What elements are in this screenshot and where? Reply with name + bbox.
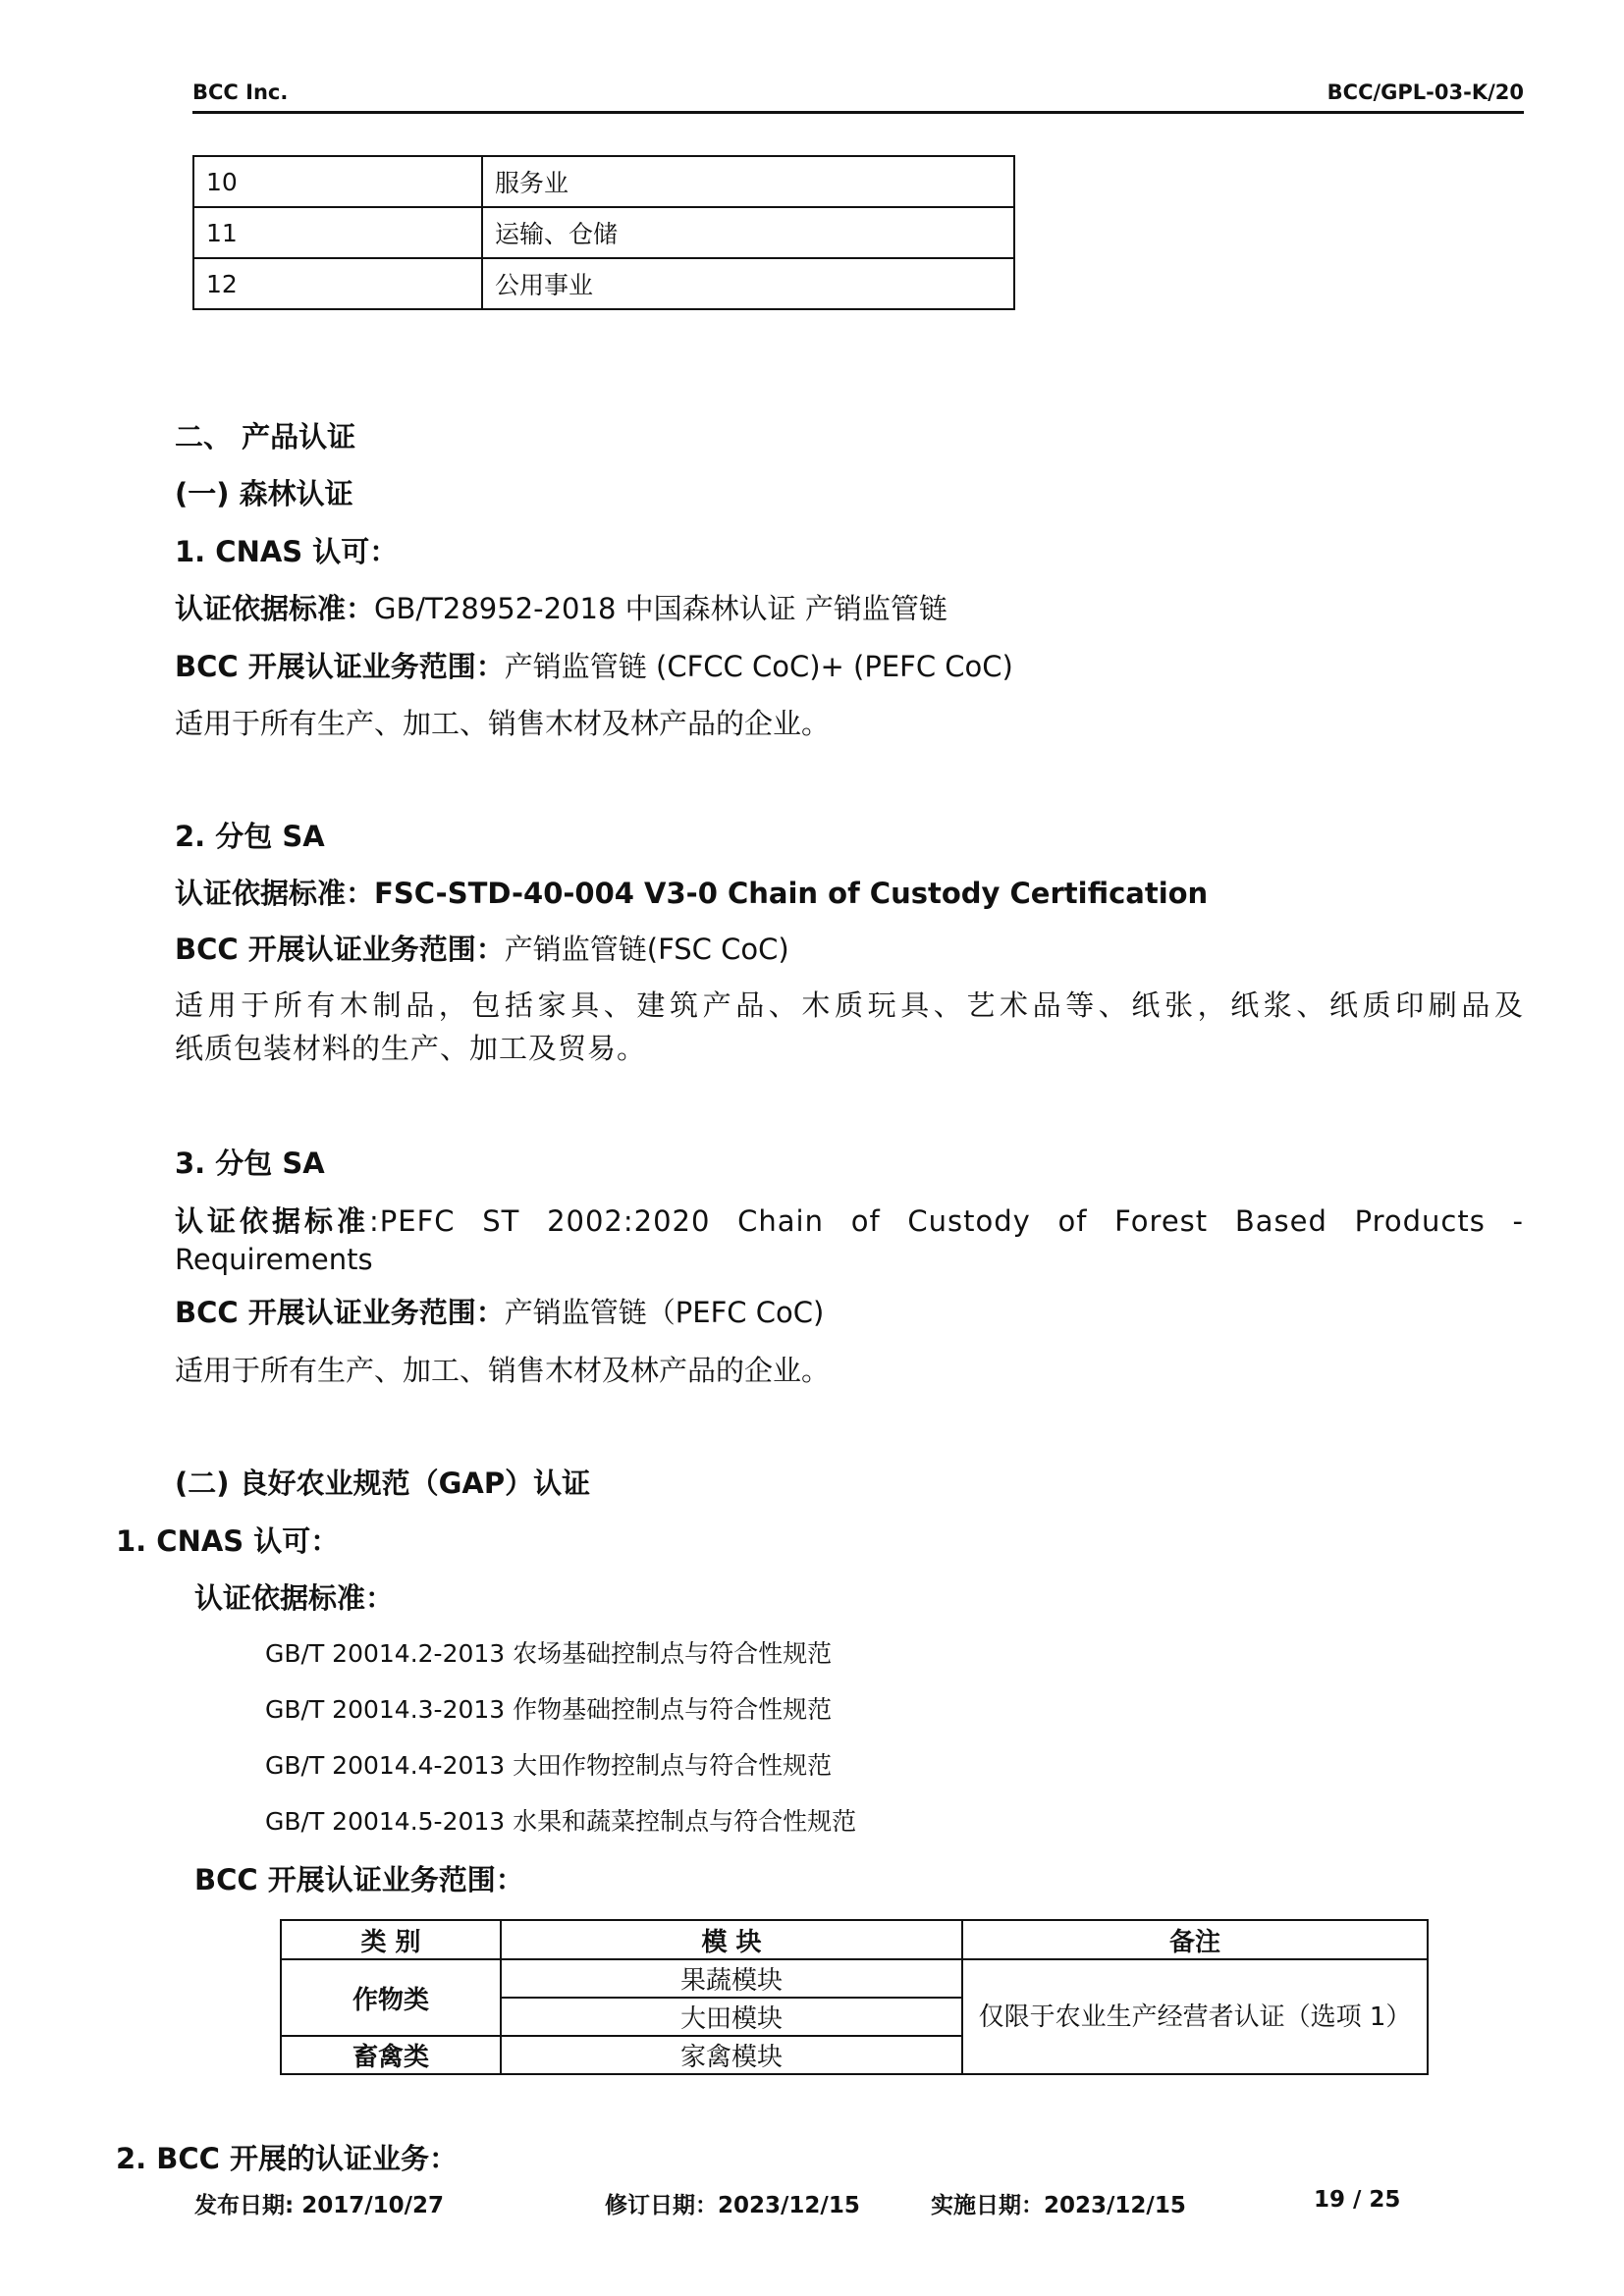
scope-label: BCC 开展认证业务范围： (175, 1296, 505, 1329)
scope-value: 产销监管链 (CFCC CoC)+ (PEFC CoC) (504, 650, 1013, 683)
table-row (193, 156, 1014, 207)
forest-item-2-desc-line2: 纸质包装材料的生产、加工及贸易。 (175, 1032, 647, 1065)
industry-table (192, 155, 1015, 310)
forest-item-1-desc: 适用于所有生产、加工、销售木材及林产品的企业。 (175, 707, 831, 740)
gap-scope-table (280, 1919, 1429, 2075)
industry-name: 运输、仓储 (482, 207, 1014, 258)
forest-title: (一) 森林认证 (175, 477, 353, 510)
col-header-module: 模 块 (501, 1920, 962, 1959)
footer-issue-date: 发布日期: 2017/10/27 (194, 2193, 445, 2218)
col-header-category: 类 别 (281, 1920, 501, 1959)
header-rule (192, 111, 1524, 114)
footer-page-number: 19 / 25 (1314, 2187, 1401, 2213)
basis-value: GB/T28952-2018 中国森林认证 产销监管链 (374, 592, 947, 625)
table-header-row (281, 1920, 1428, 1959)
gap-cnas-heading: 1. CNAS 认可： (116, 1524, 340, 1558)
forest-item-3-scope (175, 1296, 824, 1330)
forest-item-3-basis-cont: Requirements (175, 1243, 373, 1276)
forest-item-2-heading: 2. 分包 SA (175, 820, 325, 853)
industry-code: 12 (193, 258, 482, 309)
forest-item-2-basis (175, 877, 1208, 911)
basis-label: 认证依据标准： (175, 877, 375, 910)
module-cell: 家禽模块 (501, 2036, 962, 2074)
forest-item-3-basis (175, 1200, 1524, 1243)
basis-label: 认证依据标准 (175, 1204, 370, 1238)
table-row (281, 1959, 1428, 1998)
gap-standard: GB/T 20014.2-2013 农场基础控制点与符合性规范 (265, 1639, 833, 1668)
forest-item-2-desc-line1: 适用于所有木制品，包括家具、建筑产品、木质玩具、艺术品等、纸张，纸浆、纸质印刷品及 (175, 988, 1524, 1022)
scope-value: 产销监管链(FSC CoC) (504, 933, 789, 966)
gap-title: (二) 良好农业规范（GAP）认证 (175, 1467, 591, 1500)
category-cell: 畜禽类 (281, 2036, 501, 2074)
industry-name: 服务业 (482, 156, 1014, 207)
gap-standard: GB/T 20014.5-2013 水果和蔬菜控制点与符合性规范 (265, 1807, 857, 1836)
forest-item-3-heading: 3. 分包 SA (175, 1147, 325, 1180)
basis-value: :PEFC ST 2002:2020 Chain of Custody of Forest Based Products - (369, 1204, 1524, 1238)
basis-value: FSC-STD-40-004 V3-0 Chain of Custody Certification (374, 877, 1209, 910)
gap-business-heading: 2. BCC 开展的认证业务： (116, 2142, 459, 2175)
scope-value: 产销监管链（PEFC CoC) (504, 1296, 825, 1329)
col-header-remark: 备注 (962, 1920, 1428, 1959)
gap-standard: GB/T 20014.4-2013 大田作物控制点与符合性规范 (265, 1751, 833, 1780)
forest-item-1-heading: 1. CNAS 认可： (175, 535, 399, 568)
industry-code: 11 (193, 207, 482, 258)
section-title: 二、 产品认证 (175, 420, 356, 454)
table-row (193, 258, 1014, 309)
gap-standard: GB/T 20014.3-2013 作物基础控制点与符合性规范 (265, 1695, 833, 1724)
footer-implement-date: 实施日期：2023/12/15 (931, 2193, 1186, 2218)
forest-item-1-basis (175, 592, 947, 626)
header-doc-code: BCC/GPL-03-K/20 (1326, 80, 1524, 104)
scope-label: BCC 开展认证业务范围： (175, 650, 505, 683)
basis-label: 认证依据标准： (175, 592, 375, 625)
forest-item-3-desc: 适用于所有生产、加工、销售木材及林产品的企业。 (175, 1354, 831, 1387)
remark-cell: 仅限于农业生产经营者认证（选项 1） (962, 1959, 1428, 2074)
gap-scope-label: BCC 开展认证业务范围： (194, 1863, 524, 1896)
industry-name: 公用事业 (482, 258, 1014, 309)
header-company: BCC Inc. (192, 80, 289, 104)
scope-label: BCC 开展认证业务范围： (175, 933, 505, 966)
category-cell: 作物类 (281, 1959, 501, 2036)
forest-item-2-scope (175, 933, 789, 967)
gap-basis-label: 认证依据标准： (194, 1581, 395, 1615)
industry-code: 10 (193, 156, 482, 207)
module-cell: 大田模块 (501, 1998, 962, 2036)
footer-revise-date: 修订日期：2023/12/15 (605, 2193, 860, 2218)
module-cell: 果蔬模块 (501, 1959, 962, 1998)
forest-item-1-scope (175, 650, 1013, 684)
table-row (193, 207, 1014, 258)
